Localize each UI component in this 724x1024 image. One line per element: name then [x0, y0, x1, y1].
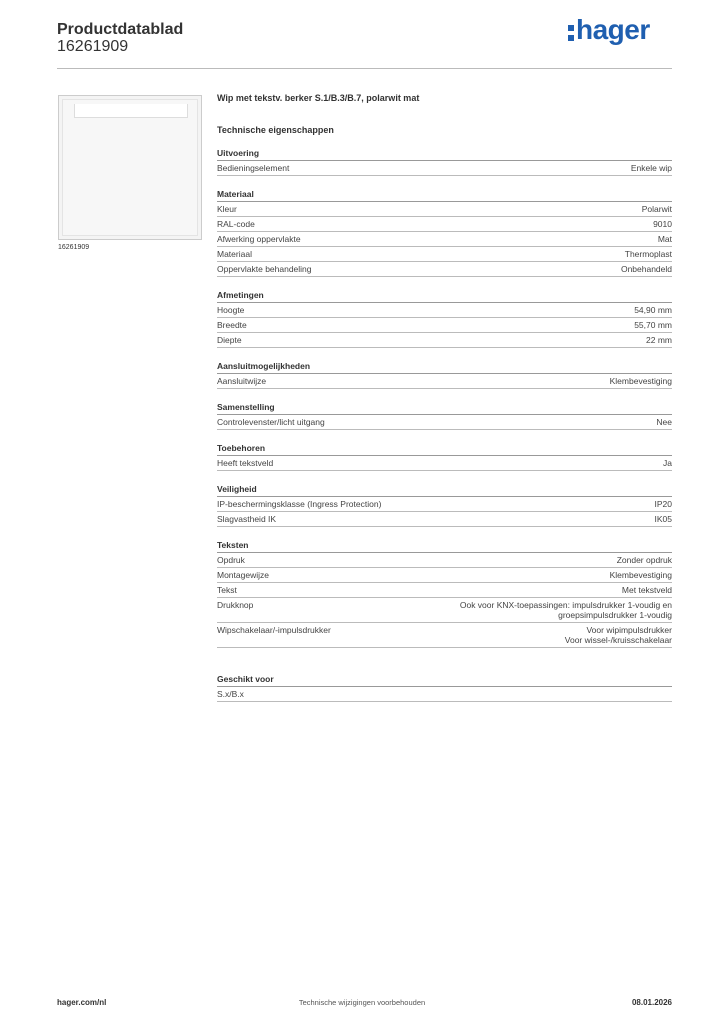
- property-group: [217, 360, 672, 389]
- text-field-shape: [74, 104, 188, 118]
- property-row: [217, 303, 672, 318]
- property-value: Onbehandeld: [620, 264, 672, 274]
- section-heading: Technische eigenschappen: [217, 125, 334, 135]
- property-value: Voor wipimpulsdrukker Voor wissel-/kruisschakelaar: [564, 625, 672, 645]
- property-value: IP20: [654, 499, 672, 509]
- group-title: Aansluitmogelijkheden: [217, 360, 672, 374]
- property-row: [217, 333, 672, 348]
- property-row: [217, 623, 672, 648]
- property-value: Klembevestiging: [609, 570, 672, 580]
- property-row: [217, 456, 672, 471]
- property-group: [217, 188, 672, 277]
- property-label: Kleur: [217, 204, 237, 214]
- property-value: Enkele wip: [630, 163, 672, 173]
- property-value: Ook voor KNX-toepassingen: impulsdrukker 1-voudig en groepsimpulsdrukker 1-voudig: [459, 600, 672, 620]
- property-row: [217, 262, 672, 277]
- property-row: [217, 583, 672, 598]
- group-title: Uitvoering: [217, 147, 672, 161]
- property-label: Controlevenster/licht uitgang: [217, 417, 325, 427]
- footer-url[interactable]: hager.com/nl: [57, 998, 107, 1007]
- property-row: [217, 217, 672, 232]
- property-label: RAL-code: [217, 219, 255, 229]
- property-value: Met tekstveld: [621, 585, 672, 595]
- group-title: Veiligheid: [217, 483, 672, 497]
- property-row: [217, 553, 672, 568]
- property-group: [217, 483, 672, 527]
- property-row: [217, 512, 672, 527]
- property-row: [217, 161, 672, 176]
- logo-dots-icon: [568, 21, 574, 43]
- property-value: Mat: [657, 234, 672, 244]
- property-row: [217, 318, 672, 333]
- property-group: [217, 442, 672, 471]
- property-label: Afwerking oppervlakte: [217, 234, 301, 244]
- property-value: 9010: [653, 219, 672, 229]
- group-title: Samenstelling: [217, 401, 672, 415]
- document-title: Productdatablad: [57, 21, 184, 38]
- property-groups: [217, 147, 672, 702]
- property-group: [217, 673, 672, 702]
- product-title: Wip met tekstv. berker S.1/B.3/B.7, polarwit mat: [217, 93, 420, 103]
- property-label: IP-beschermingsklasse (Ingress Protection): [217, 499, 382, 509]
- document-number: 16261909: [57, 38, 129, 55]
- footer-note: Technische wijzigingen voorbehouden: [298, 998, 426, 1007]
- property-row: [217, 415, 672, 430]
- property-label: Bedieningselement: [217, 163, 290, 173]
- property-row: [217, 598, 672, 623]
- property-value: IK05: [654, 514, 672, 524]
- header-divider: [57, 68, 672, 69]
- property-label: Diepte: [217, 335, 242, 345]
- property-group: [217, 147, 672, 176]
- property-value: Ja: [663, 458, 672, 468]
- group-title: Materiaal: [217, 188, 672, 202]
- property-label: Oppervlakte behandeling: [217, 264, 312, 274]
- property-label: Materiaal: [217, 249, 252, 259]
- product-image: [58, 95, 202, 240]
- logo-text: hager: [576, 14, 650, 45]
- property-row: [217, 202, 672, 217]
- property-value: Klembevestiging: [609, 376, 672, 386]
- property-label: Montagewijze: [217, 570, 269, 580]
- group-title: Geschikt voor: [217, 673, 672, 687]
- property-row: [217, 568, 672, 583]
- product-image-caption: 16261909: [58, 244, 90, 251]
- property-label: Breedte: [217, 320, 247, 330]
- property-label: Drukknop: [217, 600, 254, 610]
- property-label: Wipschakelaar/-impulsdrukker: [217, 625, 331, 635]
- property-value: 55,70 mm: [634, 320, 672, 330]
- group-title: Teksten: [217, 539, 672, 553]
- property-value: Thermoplast: [624, 249, 672, 259]
- property-label: Hoogte: [217, 305, 245, 315]
- property-group: [217, 401, 672, 430]
- hager-logo: [568, 14, 650, 46]
- property-value: Polarwit: [641, 204, 672, 214]
- property-row: [217, 232, 672, 247]
- footer-date: 08.01.2026: [631, 998, 672, 1007]
- property-value: 22 mm: [646, 335, 672, 345]
- product-content: [217, 93, 672, 702]
- property-label: Heeft tekstveld: [217, 458, 274, 468]
- property-label: Opdruk: [217, 555, 245, 565]
- group-title: Afmetingen: [217, 289, 672, 303]
- property-group: [217, 289, 672, 348]
- property-value: Zonder opdruk: [616, 555, 672, 565]
- property-group: [217, 539, 672, 648]
- property-label: Aansluitwijze: [217, 376, 267, 386]
- property-label: S.x/B.x: [217, 689, 244, 699]
- property-row: [217, 247, 672, 262]
- property-label: Slagvastheid IK: [217, 514, 277, 524]
- property-row: [217, 687, 672, 702]
- property-row: [217, 497, 672, 512]
- property-value: 54,90 mm: [634, 305, 672, 315]
- property-label: Tekst: [217, 585, 237, 595]
- property-row: [217, 374, 672, 389]
- group-title: Toebehoren: [217, 442, 672, 456]
- property-value: Nee: [656, 417, 672, 427]
